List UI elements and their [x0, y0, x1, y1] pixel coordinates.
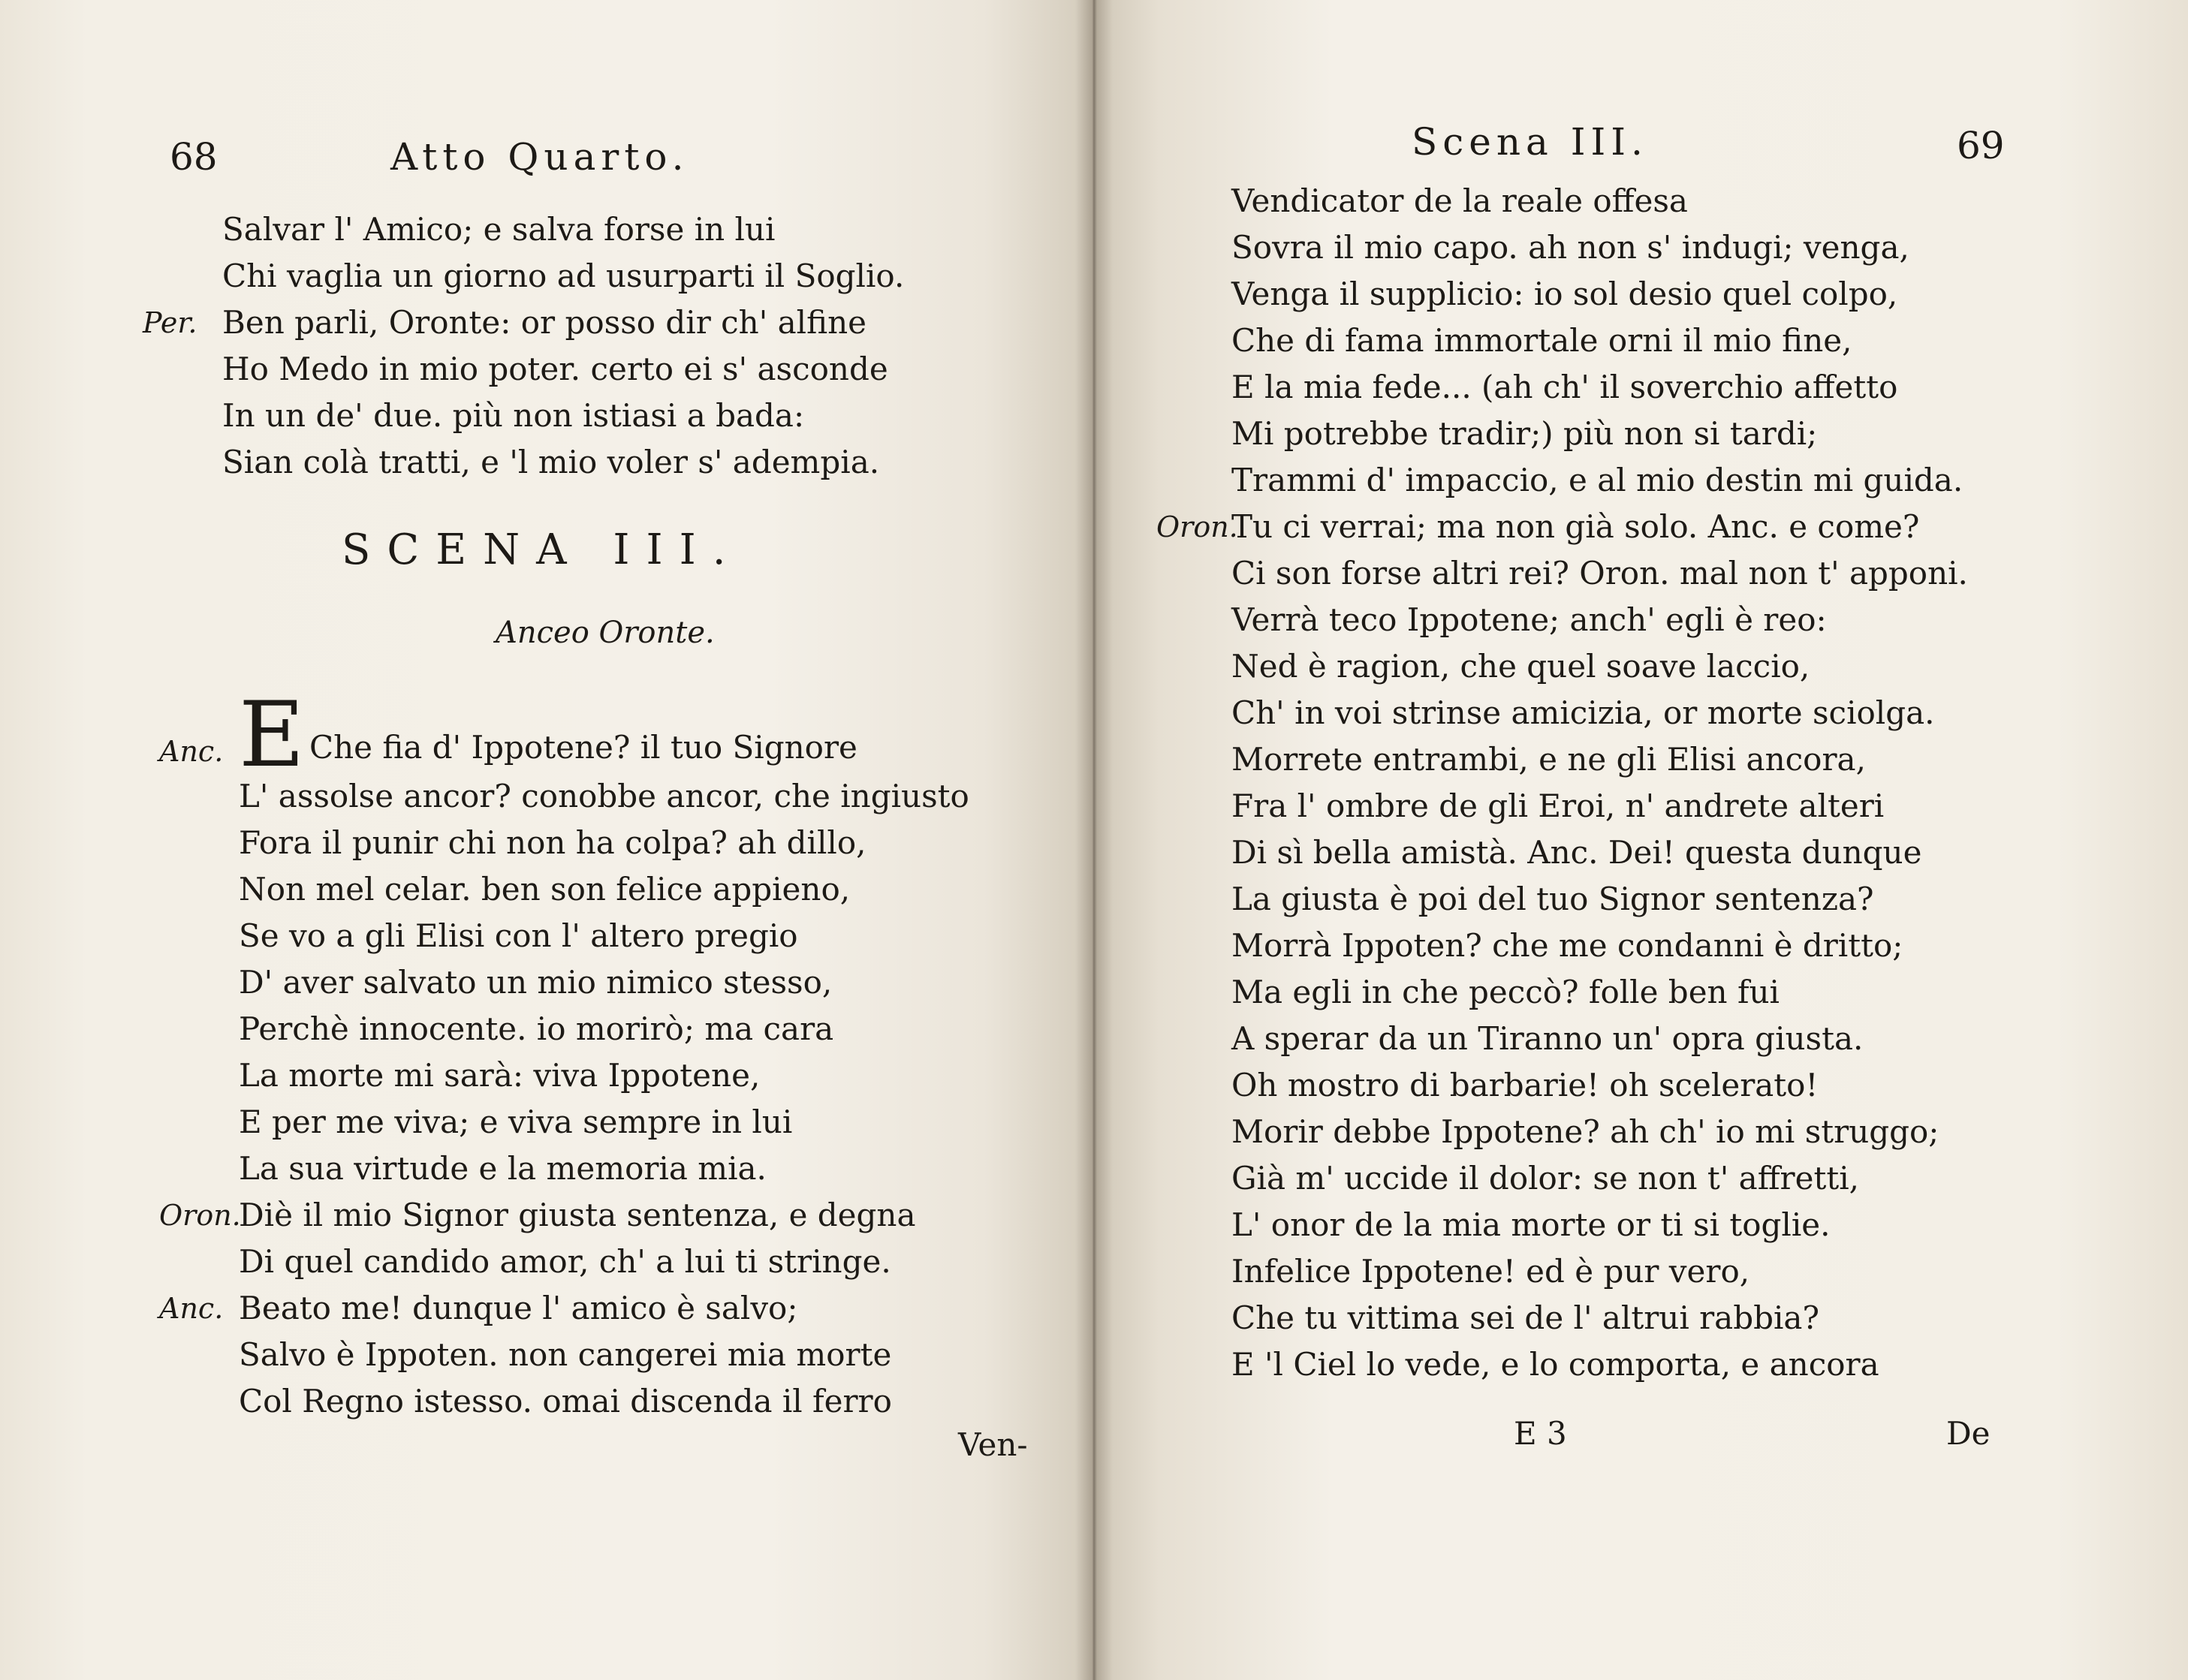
verse-line: Già m' uccide il dolor: se non t' affretti, [1231, 1160, 1860, 1197]
verse-line: A sperar da un Tiranno un' opra giusta. [1231, 1020, 1864, 1057]
verse-line: Fora il punir chi non ha colpa? ah dillo, [239, 824, 866, 861]
verse-line: Diè il mio Signor giusta sentenza, e degna [239, 1197, 916, 1233]
verse-line: E 'l Ciel lo vede, e lo comporta, e ancora [1231, 1346, 1879, 1383]
verse-line: Mi potrebbe tradir;) più non si tardi; [1231, 415, 1818, 452]
verse-line: Sovra il mio capo. ah non s' indugi; venga, [1231, 229, 1909, 266]
verse-line: La giusta è poi del tuo Signor sentenza? [1231, 881, 1874, 917]
verse-line: Verrà teco Ippotene; anch' egli è reo: [1231, 601, 1827, 638]
verse-line: Chi vaglia un giorno ad usurparti il Soglio. [222, 257, 905, 294]
verse-line: E per me viva; e viva sempre in lui [239, 1103, 793, 1140]
page-number: 69 [1957, 124, 2005, 167]
verse-line: Ned è ragion, che quel soave laccio, [1231, 648, 1810, 685]
verse-line: Ch' in voi strinse amicizia, or morte sciolga. [1231, 694, 1935, 731]
catchword: De [1946, 1415, 1991, 1452]
right-page [1093, 0, 2188, 1680]
running-header: Atto Quarto. [390, 135, 689, 179]
speaker-label: Oron. [1156, 510, 1238, 543]
signature-mark: E 3 [1514, 1415, 1567, 1452]
verse-line: Ma egli in che peccò? folle ben fui [1231, 974, 1780, 1010]
verse-line: Non mel celar. ben son felice appieno, [239, 871, 851, 908]
verse-line: Ho Medo in mio poter. certo ei s' asconde [222, 351, 888, 387]
verse-line: Vendicator de la reale offesa [1231, 182, 1688, 219]
verse-line: Salvo è Ippoten. non cangerei mia morte [239, 1336, 892, 1373]
verse-line: Trammi d' impaccio, e al mio destin mi guida. [1231, 462, 1963, 498]
verse-line: Perchè innocente. io morirò; ma cara [239, 1010, 834, 1047]
scene-heading: SCENA III. [342, 525, 743, 574]
verse-line: La sua virtude e la memoria mia. [239, 1150, 767, 1187]
drop-cap: E [239, 683, 305, 787]
verse-line: Che fia d' Ippotene? il tuo Signore [309, 729, 857, 766]
verse-line: Venga il supplicio: io sol desio quel colpo, [1231, 275, 1898, 312]
verse-line: Ben parli, Oronte: or posso dir ch' alfine [222, 304, 867, 341]
running-header: Scena III. [1412, 120, 1648, 164]
verse-line: La morte mi sarà: viva Ippotene, [239, 1057, 761, 1094]
verse-line: Morir debbe Ippotene? ah ch' io mi struggo; [1231, 1113, 1939, 1150]
verse-line: Tu ci verrai; ma non già solo. Anc. e come? [1231, 508, 1920, 545]
verse-line: Che tu vittima sei de l' altrui rabbia? [1231, 1299, 1819, 1336]
verse-line: Col Regno istesso. omai discenda il ferro [239, 1383, 892, 1420]
verse-line: Infelice Ippotene! ed è pur vero, [1231, 1253, 1750, 1290]
speaker-label: Oron. [159, 1199, 241, 1232]
verse-line: Oh mostro di barbarie! oh scelerato! [1231, 1067, 1819, 1103]
verse-line: L' assolse ancor? conobbe ancor, che ingiusto [239, 778, 969, 814]
verse-line: In un de' due. più non istiasi a bada: [222, 397, 805, 434]
verse-line: Fra l' ombre de gli Eroi, n' andrete alteri [1231, 787, 1885, 824]
verse-line: L' onor de la mia morte or ti si toglie. [1231, 1206, 1831, 1243]
verse-line: Sian colà tratti, e 'l mio voler s' adempia. [222, 444, 880, 480]
speaker-label: Per. [143, 306, 197, 339]
verse-line: Di quel candido amor, ch' a lui ti stringe. [239, 1243, 891, 1280]
verse-line: Salvar l' Amico; e salva forse in lui [222, 211, 776, 248]
catchword: Ven- [958, 1426, 1028, 1463]
verse-line: Di sì bella amistà. Anc. Dei! questa dunque [1231, 834, 1922, 871]
speaker-label: Anc. [159, 735, 224, 768]
verse-line: Se vo a gli Elisi con l' altero pregio [239, 917, 798, 954]
verse-line: Morrete entrambi, e ne gli Elisi ancora, [1231, 741, 1866, 778]
verse-line: D' aver salvato un mio nimico stesso, [239, 964, 833, 1001]
verse-line: Morrà Ippoten? che me condanni è dritto; [1231, 927, 1903, 964]
page-number: 68 [170, 135, 218, 179]
verse-line: Ci son forse altri rei? Oron. mal non t' apponi. [1231, 555, 1968, 592]
left-page [0, 0, 1093, 1680]
persons-list: Anceo Oronte. [496, 616, 715, 650]
book-gutter [1075, 0, 1113, 1680]
verse-line: Che di fama immortale orni il mio fine, [1231, 322, 1852, 359]
speaker-label: Anc. [159, 1292, 224, 1325]
verse-line: Beato me! dunque l' amico è salvo; [239, 1290, 798, 1326]
verse-line: E la mia fede... (ah ch' il soverchio affetto [1231, 369, 1898, 405]
